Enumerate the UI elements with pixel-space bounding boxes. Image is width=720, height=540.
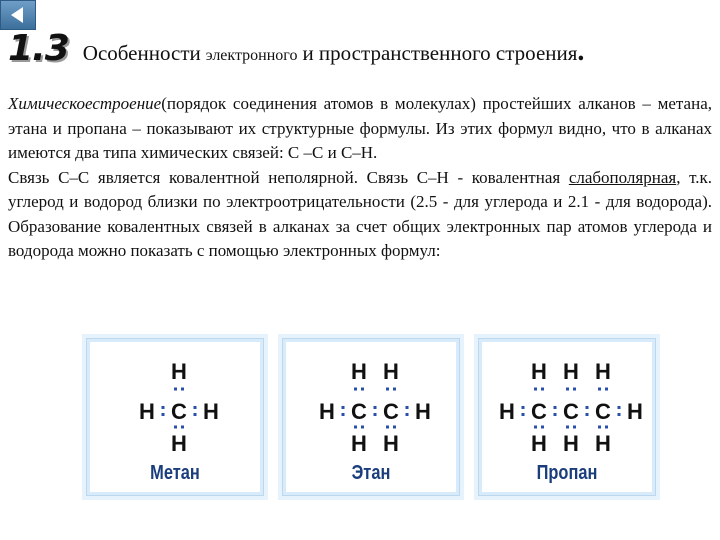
electron-pair-dot bbox=[534, 388, 537, 391]
hydrogen-atom: H bbox=[563, 431, 579, 456]
hydrogen-atom: H bbox=[383, 431, 399, 456]
formula-caption-methane: Метан bbox=[150, 462, 200, 484]
electron-pair-dot bbox=[406, 406, 409, 409]
hydrogen-atom: H bbox=[531, 431, 547, 456]
electron-pair-dot bbox=[354, 388, 357, 391]
hydrogen-atom: H bbox=[627, 399, 643, 424]
title-part-3: и пространственного строения bbox=[302, 41, 578, 65]
title-dot: . bbox=[577, 36, 585, 67]
body-text bbox=[8, 92, 712, 264]
propane-electron-formula bbox=[479, 339, 655, 459]
electron-pair-dot bbox=[566, 426, 569, 429]
hydrogen-atom: H bbox=[351, 359, 367, 384]
electron-pair-dot bbox=[586, 406, 589, 409]
paragraph-2-text-b: , т.к. углерод и водород близки по электроотрицательности (2.5 - для углерода и 2.1 - для водорода). Образование ковалентных связей в алканах за счет общих электронных пар атомов углерода и водорода можно показать с помощью электронных формул: bbox=[8, 167, 712, 260]
electron-pair-dot bbox=[598, 388, 601, 391]
formula-caption-ethane: Этан bbox=[351, 462, 391, 484]
electron-pair-dot bbox=[618, 406, 621, 409]
carbon-atom: C bbox=[383, 399, 399, 424]
electron-pair-dot bbox=[393, 426, 396, 429]
hydrogen-atom: H bbox=[563, 359, 579, 384]
hydrogen-atom: H bbox=[319, 399, 335, 424]
electron-pair-dot bbox=[194, 413, 197, 416]
hydrogen-atom: H bbox=[203, 399, 219, 424]
electron-pair-dot bbox=[618, 413, 621, 416]
carbon-atom: C bbox=[171, 399, 187, 424]
carbon-atom: C bbox=[595, 399, 611, 424]
electron-pair-dot bbox=[541, 388, 544, 391]
electron-pair-dot bbox=[162, 406, 165, 409]
electron-pair-dot bbox=[162, 413, 165, 416]
electron-pair-dot bbox=[554, 406, 557, 409]
carbon-atom: C bbox=[351, 399, 367, 424]
electron-pair-dot bbox=[598, 426, 601, 429]
electron-pair-dot bbox=[194, 406, 197, 409]
hydrogen-atom: H bbox=[139, 399, 155, 424]
electron-pair-dot bbox=[354, 426, 357, 429]
electron-pair-dot bbox=[361, 426, 364, 429]
paragraph-2-text-a: Связь С–С является ковалентной неполярной. Связь С–Н - ковалентная bbox=[8, 167, 569, 187]
electron-pair-dot bbox=[174, 426, 177, 429]
electron-pair-dot bbox=[573, 426, 576, 429]
electron-pair-dot bbox=[605, 426, 608, 429]
hydrogen-atom: H bbox=[351, 431, 367, 456]
electron-pair-dot bbox=[522, 406, 525, 409]
paragraph-bonds bbox=[8, 166, 712, 264]
electron-pair-dot bbox=[522, 413, 525, 416]
electron-pair-dot bbox=[534, 426, 537, 429]
formula-panel-methane bbox=[86, 338, 264, 496]
title-part-2: электронного bbox=[205, 47, 298, 64]
hydrogen-atom: H bbox=[531, 359, 547, 384]
electron-pair-dot bbox=[573, 388, 576, 391]
electron-pair-dot bbox=[181, 426, 184, 429]
carbon-atom: C bbox=[531, 399, 547, 424]
electron-pair-dot bbox=[605, 388, 608, 391]
electron-pair-dot bbox=[393, 388, 396, 391]
electron-pair-dot bbox=[181, 388, 184, 391]
electron-pair-dot bbox=[361, 388, 364, 391]
section-number: 1.3 bbox=[8, 28, 69, 69]
title-part-1: Особенности bbox=[82, 41, 201, 65]
electron-pair-dot bbox=[554, 413, 557, 416]
formula-panel-propane bbox=[478, 338, 656, 496]
formula-caption-propane: Пропан bbox=[536, 462, 598, 484]
back-button[interactable] bbox=[0, 0, 36, 30]
electron-pair-dot bbox=[374, 406, 377, 409]
hydrogen-atom: H bbox=[499, 399, 515, 424]
paragraph-1-text: (порядок соединения атомов в молекулах) простейших алканов – метана, этана и пропана – показывают их структурные формулы. Из этих формул видно, что в алканах имеются два типа химических связей: С –С и С–Н. bbox=[8, 94, 712, 162]
hydrogen-atom: H bbox=[171, 431, 187, 456]
formula-panel-ethane bbox=[282, 338, 460, 496]
back-arrow-icon bbox=[7, 5, 29, 25]
electron-pair-dot bbox=[342, 413, 345, 416]
page-title bbox=[8, 28, 714, 74]
electron-pair-dot bbox=[541, 426, 544, 429]
electron-pair-dot bbox=[386, 388, 389, 391]
electron-pair-dot bbox=[342, 406, 345, 409]
hydrogen-atom: H bbox=[415, 399, 431, 424]
electron-pair-dot bbox=[174, 388, 177, 391]
electron-pair-dot bbox=[406, 413, 409, 416]
hydrogen-atom: H bbox=[595, 359, 611, 384]
electron-pair-dot bbox=[566, 388, 569, 391]
hydrogen-atom: H bbox=[383, 359, 399, 384]
weakly-polar-term: слабополярная bbox=[568, 167, 677, 187]
electron-pair-dot bbox=[386, 426, 389, 429]
chem-structure-term: Химическоестроение bbox=[8, 94, 162, 113]
electron-pair-dot bbox=[374, 413, 377, 416]
hydrogen-atom: H bbox=[171, 359, 187, 384]
ethane-electron-formula bbox=[283, 339, 459, 459]
hydrogen-atom: H bbox=[595, 431, 611, 456]
electron-pair-dot bbox=[586, 413, 589, 416]
carbon-atom: C bbox=[563, 399, 579, 424]
methane-electron-formula bbox=[87, 339, 263, 459]
paragraph-structure bbox=[8, 92, 712, 166]
